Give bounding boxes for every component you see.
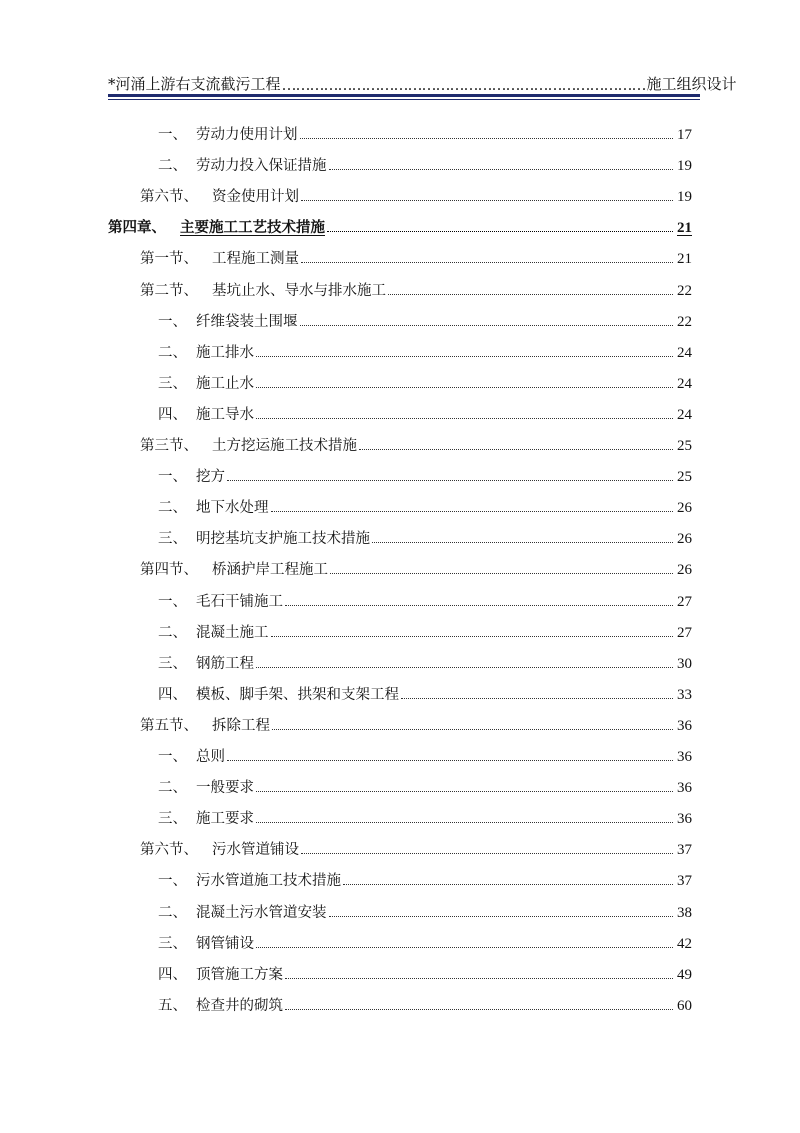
toc-dot-leader [227,759,673,761]
toc-entry[interactable] [158,868,692,890]
toc-page-number: 22 [677,313,692,330]
toc-entry-number: 第六节、 [140,189,198,206]
toc-entry-title: 基坑止水、导水与排水施工 [212,282,386,299]
toc-entry-title: 施工导水 [196,406,254,423]
toc-page-number: 24 [677,406,692,423]
toc-dot-leader [285,1008,673,1010]
toc-page-number: 60 [677,997,692,1014]
toc-page-number: 17 [677,127,692,143]
toc-page-number: 36 [677,780,692,797]
toc-dot-leader [329,915,674,917]
toc-entry-title: 挖方 [196,469,225,486]
toc-entry[interactable] [158,931,692,953]
header-title: *河涌上游右支流截污工程 [108,75,281,93]
toc-dot-leader [388,293,673,295]
toc-dot-leader [272,728,673,730]
toc-entry[interactable] [158,589,692,611]
header-right-title: 施工组织设计 [646,75,737,93]
toc-entry-title: 主要施工工艺技术措施 [180,220,325,237]
toc-dot-leader [327,230,673,232]
toc-dot-leader [256,790,673,792]
toc-entry-number: 第二节、 [140,282,198,299]
toc-page-number: 37 [677,873,692,890]
toc-entry-title: 毛石干铺施工 [196,593,283,610]
toc-dot-leader [285,977,673,979]
toc-entry-title: 污水管道铺设 [212,842,299,859]
toc-dot-leader [343,883,673,885]
toc-entry-title: 检查井的砌筑 [196,997,283,1014]
toc-entry-number: 三、 [158,935,187,952]
toc-entry-title: 桥涵护岸工程施工 [212,562,328,579]
toc-entry-title: 一般要求 [196,780,254,797]
toc-entry-title: 工程施工测量 [212,251,299,268]
toc-entry-title: 土方挖运施工技术措施 [212,438,357,454]
toc-dot-leader [256,355,673,357]
toc-entry-number: 第一节、 [140,251,198,268]
toc-entry-number: 二、 [158,344,187,361]
toc-entry[interactable] [158,309,692,331]
toc-entry-title: 拆除工程 [212,717,270,734]
toc-entry-title: 模板、脚手架、拱架和支架工程 [196,686,399,703]
toc-entry-number: 第四节、 [140,562,198,579]
toc-entry[interactable] [158,526,692,548]
header-rule-thin [108,99,700,100]
toc-entry-number: 第六节、 [140,842,198,859]
toc-entry[interactable] [158,775,692,797]
toc-entry-title: 纤维袋装土围堰 [196,313,298,330]
toc-page-number: 37 [677,842,692,859]
toc-dot-leader [401,697,673,699]
toc-entry[interactable] [158,806,692,828]
toc-entry-number: 一、 [158,469,187,486]
toc-page-number: 49 [677,966,692,983]
toc-entry-number: 一、 [158,593,187,610]
toc-entry-title: 劳动力使用计划 [196,127,298,143]
toc-page-number: 25 [677,469,692,486]
page-header [108,70,737,94]
toc-dot-leader [271,635,674,637]
toc-entry-number: 二、 [158,500,187,517]
toc-entry-number: 三、 [158,811,187,828]
toc-entry-title: 施工要求 [196,811,254,828]
toc-entry[interactable] [158,682,692,704]
toc-dot-leader [256,417,673,419]
toc-entry[interactable] [140,433,692,455]
toc-entry-title: 总则 [196,749,225,765]
toc-page-number: 42 [677,935,692,952]
toc-page-number: 25 [677,438,692,454]
toc-entry[interactable] [158,122,692,144]
toc-entry[interactable] [140,278,692,300]
toc-dot-leader [256,946,673,948]
toc-entry-number: 第五节、 [140,717,198,734]
toc-entry[interactable] [140,246,692,268]
toc-entry-title: 劳动力投入保证措施 [196,158,327,175]
toc-entry-number: 一、 [158,127,187,143]
toc-entry-number: 一、 [158,313,187,330]
toc-entry[interactable] [158,371,692,393]
toc-entry[interactable] [140,837,692,859]
toc-entry[interactable] [158,464,692,486]
toc-entry[interactable] [158,993,692,1015]
toc-page-number: 26 [677,531,692,548]
toc-dot-leader [256,821,673,823]
toc-entry-number: 五、 [158,997,187,1014]
toc-entry[interactable] [158,900,692,922]
toc-dot-leader [285,604,673,606]
toc-entry-number: 第三节、 [140,438,198,454]
toc-entry-title: 施工排水 [196,344,254,361]
toc-page-number: 30 [677,655,692,672]
header-rule [108,94,700,97]
toc-dot-leader [359,448,673,450]
toc-page-number: 19 [677,189,692,206]
toc-entry-number: 二、 [158,780,187,797]
toc-page-number: 21 [677,251,692,268]
toc-entry-number: 四、 [158,686,187,703]
toc-entry-number: 三、 [158,531,187,548]
toc-page-number: 24 [677,344,692,361]
toc-entry-number: 一、 [158,873,187,890]
toc-entry-title: 明挖基坑支护施工技术措施 [196,531,370,548]
toc-entry-number: 四、 [158,406,187,423]
toc-entry-title: 施工止水 [196,375,254,392]
toc-entry[interactable] [158,962,692,984]
toc-page-number: 22 [677,282,692,299]
toc-page-number: 26 [677,500,692,517]
toc-page-number: 21 [677,220,692,237]
toc-entry-number: 二、 [158,158,187,175]
toc-dot-leader [300,137,674,139]
toc-page-number: 36 [677,717,692,734]
toc-entry[interactable] [140,713,692,735]
toc-entry-number: 二、 [158,904,187,921]
toc-entry-number: 三、 [158,655,187,672]
toc-entry[interactable] [108,215,692,237]
toc-dot-leader [300,324,674,326]
toc-entry-title: 混凝土污水管道安装 [196,904,327,921]
toc-entry[interactable] [158,744,692,766]
toc-dot-leader [256,666,673,668]
toc-dot-leader [372,541,673,543]
toc-page-number: 38 [677,904,692,921]
toc-page-number: 36 [677,811,692,828]
toc-entry-title: 地下水处理 [196,500,269,517]
toc-page-number: 26 [677,562,692,579]
toc-entry-title: 混凝土施工 [196,624,269,641]
toc-entry-title: 钢管铺设 [196,935,254,952]
toc-page-number: 19 [677,158,692,175]
toc-entry[interactable] [158,153,692,175]
toc-entry-number: 四、 [158,966,187,983]
toc-entry-number: 二、 [158,624,187,641]
header-leader: …………………………………………………………………… [281,76,646,94]
toc-page-number: 33 [677,686,692,703]
toc-page-number: 24 [677,375,692,392]
toc-dot-leader [330,572,673,574]
toc-dot-leader [301,852,673,854]
toc-entry-title: 污水管道施工技术措施 [196,873,341,890]
toc-entry-number: 三、 [158,375,187,392]
toc-entry-number: 第四章、 [108,220,166,237]
toc-entry[interactable] [158,340,692,362]
toc-entry[interactable] [158,651,692,673]
toc-page-number: 27 [677,624,692,641]
toc-entry[interactable] [158,402,692,424]
toc-dot-leader [301,261,673,263]
toc-dot-leader [227,479,673,481]
toc-entry-number: 一、 [158,749,187,765]
toc-entry[interactable] [140,184,692,206]
toc-entry[interactable] [140,557,692,579]
toc-dot-leader [271,510,674,512]
toc-entry-title: 顶管施工方案 [196,966,283,983]
toc-page-number: 27 [677,593,692,610]
toc-entry[interactable] [158,620,692,642]
toc-dot-leader [301,199,673,201]
toc-entry[interactable] [158,495,692,517]
toc-page-number: 36 [677,749,692,765]
toc-entry-title: 资金使用计划 [212,189,299,206]
toc-dot-leader [329,168,674,170]
toc-dot-leader [256,386,673,388]
toc-entry-title: 钢筋工程 [196,655,254,672]
